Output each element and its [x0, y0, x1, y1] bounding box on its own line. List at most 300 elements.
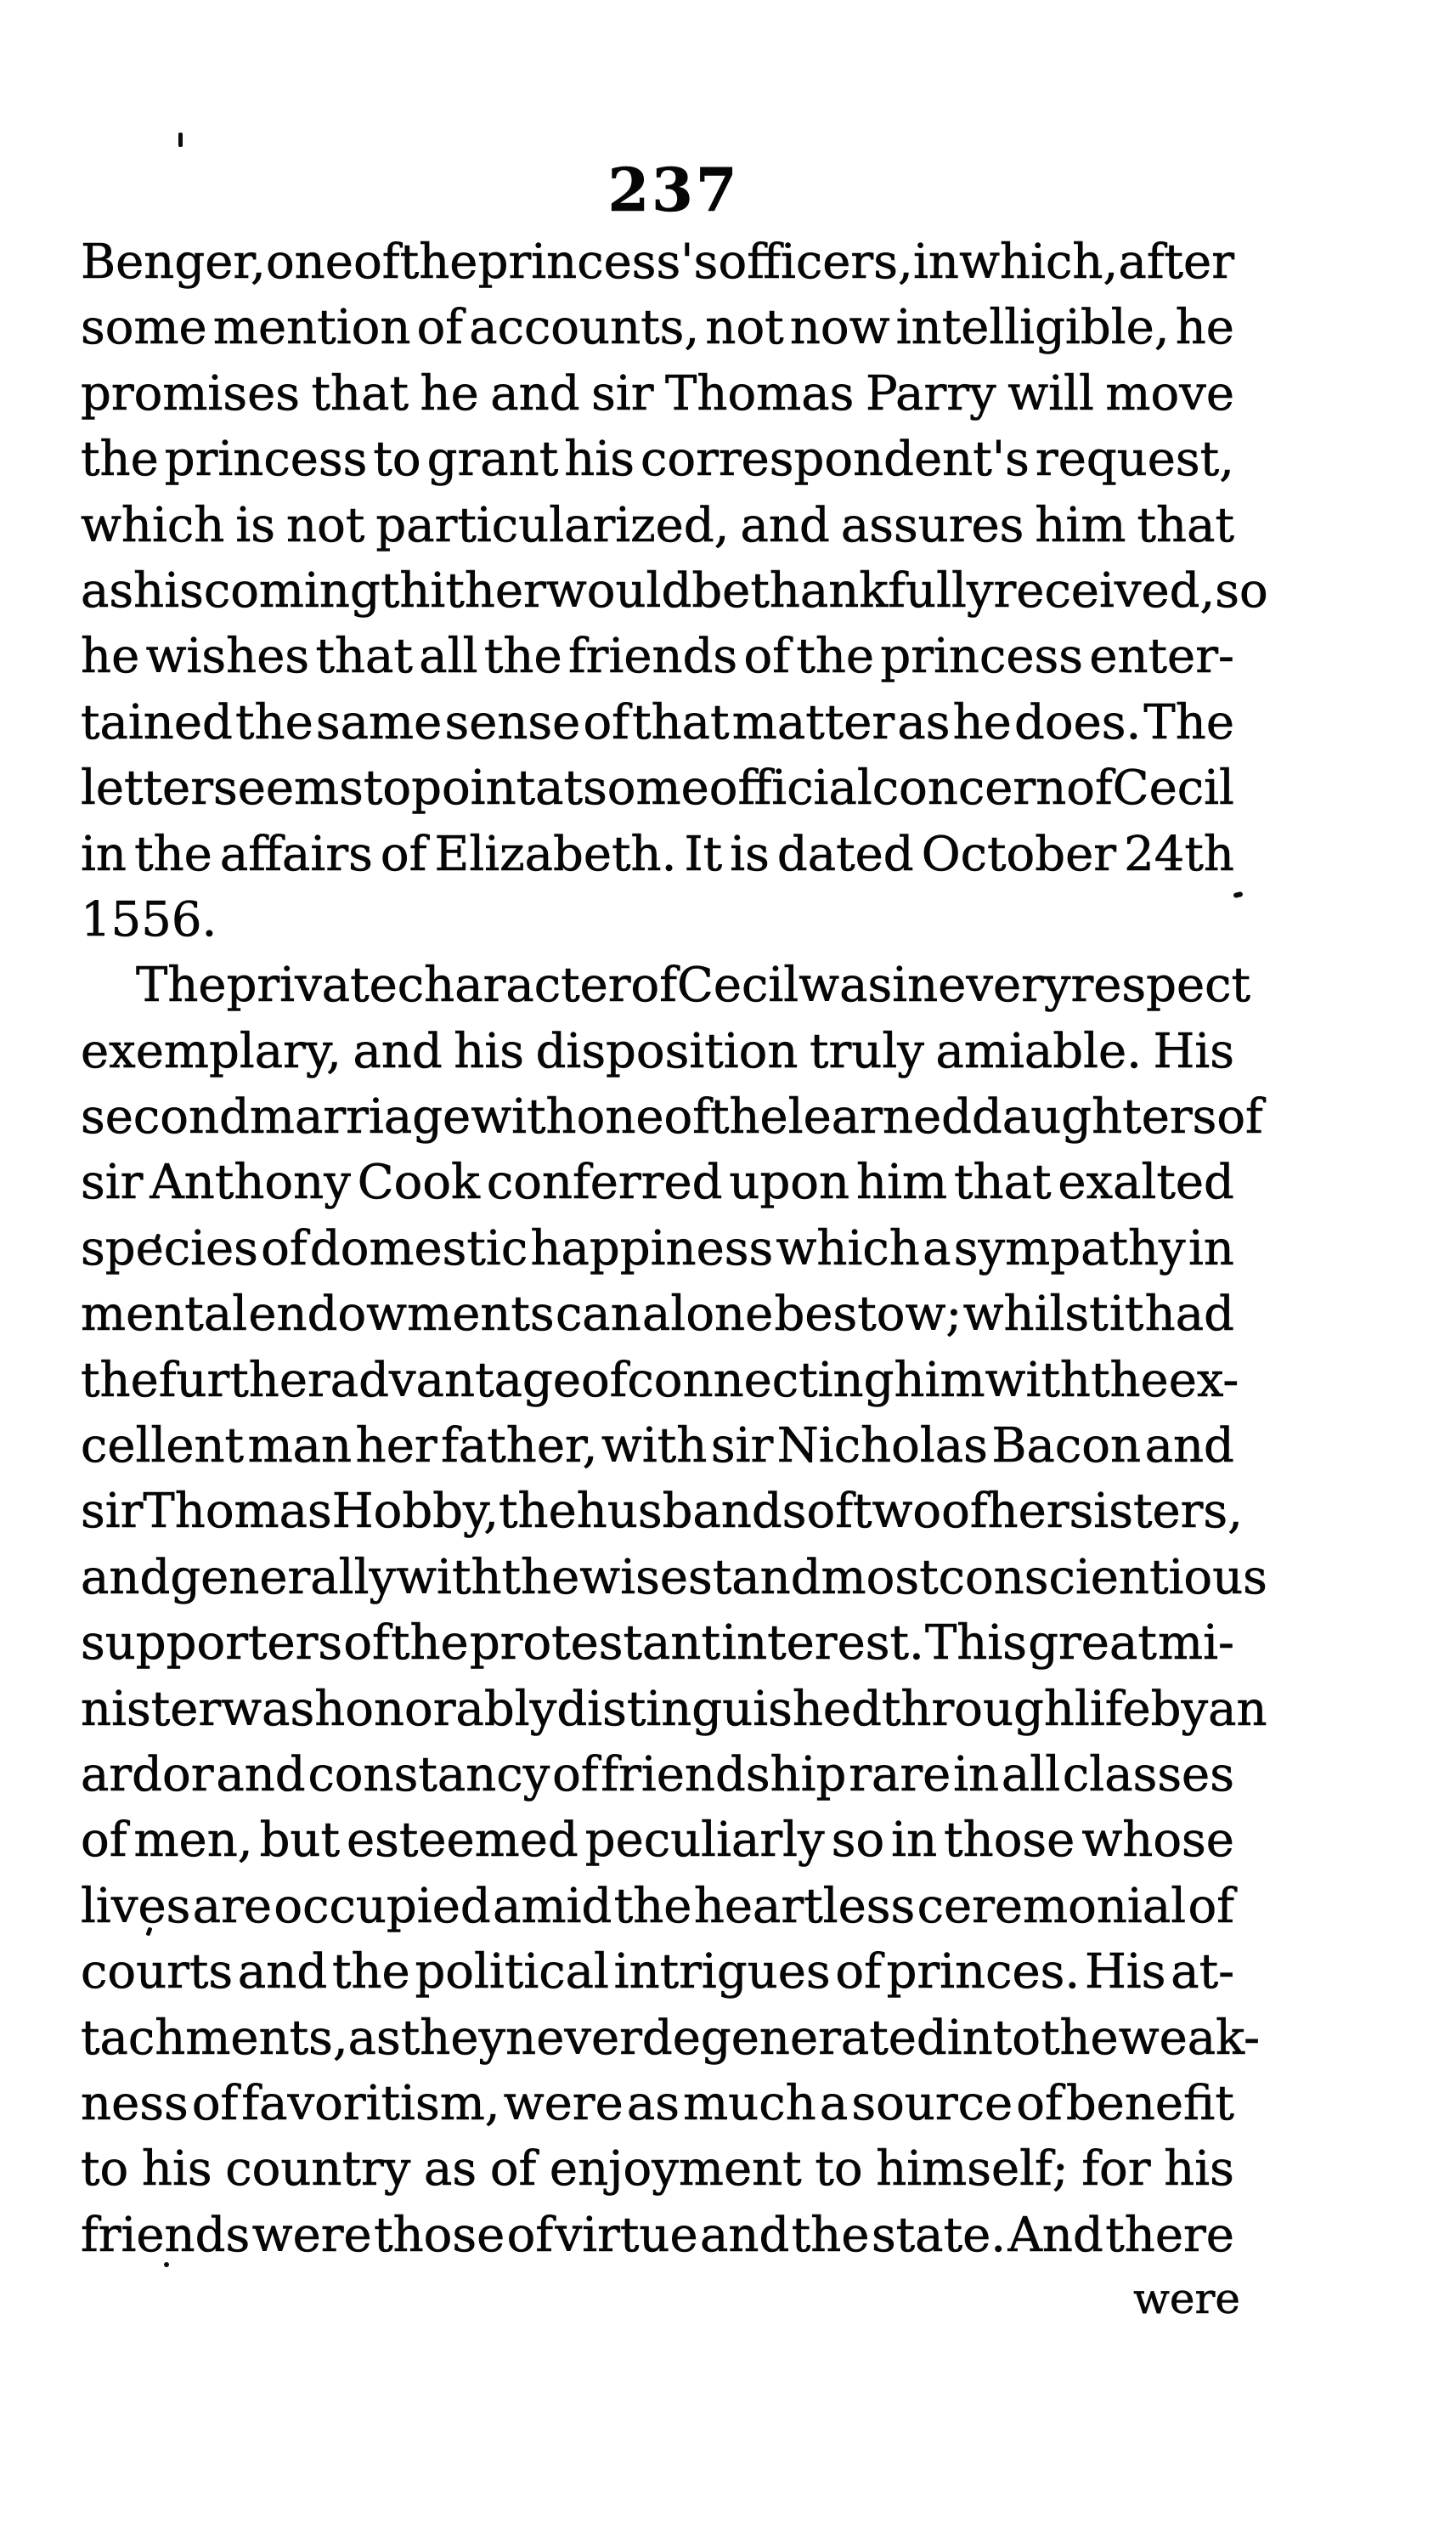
text-line: [81, 1287, 1234, 1355]
word: Cook: [357, 1155, 480, 1211]
word: of: [261, 1220, 308, 1276]
text-line: [81, 300, 1234, 369]
word: character: [397, 958, 631, 1014]
word: the: [613, 1878, 692, 1934]
word: so: [1215, 563, 1268, 619]
word: The: [136, 958, 227, 1014]
word: a: [819, 2075, 849, 2131]
word: his: [133, 563, 204, 619]
text-line: [81, 1746, 1234, 1816]
word: and: [237, 1944, 328, 2000]
text-line: [81, 1418, 1234, 1487]
text-line: [81, 629, 1234, 698]
word: truly: [810, 1023, 924, 1079]
word: Parry: [865, 365, 996, 421]
word: and: [731, 1549, 821, 1605]
word: the: [235, 694, 313, 750]
word: of: [663, 1089, 710, 1145]
word: the: [1090, 1352, 1169, 1408]
word: one: [576, 1089, 664, 1145]
word: not: [705, 300, 784, 356]
word: it: [1109, 1287, 1144, 1343]
text-line: [81, 958, 1251, 1027]
word: in: [891, 1813, 938, 1869]
word: some: [81, 300, 207, 356]
word: that: [1137, 497, 1234, 553]
word: His: [1084, 1944, 1166, 2000]
word: political: [415, 1944, 609, 2000]
word: they: [400, 2010, 506, 2066]
word: affairs: [219, 826, 373, 882]
word: ness: [81, 2075, 189, 2131]
word: sir: [710, 1418, 774, 1474]
word: country: [225, 2141, 411, 2197]
word: of: [1216, 1089, 1263, 1145]
word: lives: [81, 1878, 191, 1934]
word: in: [1188, 1220, 1234, 1276]
word: him: [1035, 497, 1126, 553]
word: peculiarly: [584, 1813, 825, 1869]
text-line: [81, 1220, 1234, 1290]
word: His: [1153, 1023, 1234, 1079]
word: coming: [203, 563, 381, 619]
word: point: [411, 761, 536, 817]
word: husbands: [576, 1484, 807, 1540]
word: enjoyment: [549, 2141, 802, 2197]
word: mention: [212, 300, 411, 356]
word: that: [632, 694, 730, 750]
word: to: [373, 432, 421, 488]
word: of: [343, 1615, 390, 1671]
word: ceremonial: [917, 1878, 1187, 1934]
word: her: [987, 1484, 1069, 1540]
word: the: [134, 826, 212, 882]
word: a: [923, 1220, 951, 1276]
word: was: [799, 958, 893, 1014]
word: in: [81, 826, 127, 882]
word: those: [374, 2207, 505, 2263]
text-line: [81, 563, 1268, 632]
word: he: [420, 365, 479, 421]
word: letter: [81, 761, 213, 817]
word: that: [315, 629, 413, 685]
text-line: [81, 1813, 1234, 1881]
word: ex-: [1168, 1352, 1239, 1408]
word: to: [815, 2141, 863, 2197]
word: all: [419, 629, 478, 685]
word: friendship: [601, 1746, 847, 1802]
word: Cecil: [676, 958, 799, 1014]
word: grant: [426, 432, 559, 488]
word: Anthony: [150, 1155, 351, 1211]
word: himself;: [876, 2141, 1069, 2197]
word: 24th: [1124, 826, 1234, 882]
word: thankfully: [750, 563, 994, 619]
ink-speck: [178, 133, 183, 147]
text-line: [81, 2207, 1234, 2277]
text-line: [81, 1155, 1234, 1224]
word: as: [347, 2010, 401, 2066]
word: in: [912, 235, 959, 290]
word: his: [1164, 2141, 1234, 2197]
text-line: [81, 694, 1234, 764]
word: move: [1105, 365, 1234, 421]
word: seems: [212, 761, 364, 817]
word: cellent: [81, 1418, 245, 1474]
word: an: [1208, 1681, 1267, 1737]
word: of: [580, 1352, 628, 1408]
word: Hobby,: [331, 1484, 499, 1540]
catchword: were: [1133, 2274, 1240, 2323]
word: whilst: [962, 1287, 1109, 1343]
word: esteemed: [346, 1813, 578, 1869]
word: of: [941, 1484, 988, 1540]
word: request,: [1035, 432, 1234, 488]
word: Thomas: [143, 1484, 332, 1540]
word: of: [583, 694, 629, 750]
word: domestic: [309, 1220, 528, 1276]
word: were: [503, 2075, 624, 2131]
word: particularized,: [375, 497, 730, 553]
word: interest.: [721, 1615, 924, 1671]
word: mi-: [1158, 1615, 1234, 1671]
word: but: [259, 1813, 340, 1869]
word: him: [856, 1155, 948, 1211]
text-line: [81, 2010, 1261, 2079]
word: source: [851, 2075, 1013, 2131]
word: respect: [1070, 958, 1251, 1014]
word: and: [1144, 1418, 1234, 1474]
text-line: [81, 2141, 1234, 2210]
word: at-: [1171, 1944, 1234, 2000]
word: princess's: [477, 235, 719, 290]
word: princess: [164, 432, 368, 488]
word: will: [1007, 365, 1094, 421]
word: is: [235, 497, 276, 553]
word: the: [1040, 2010, 1119, 2066]
text-line: [81, 497, 1234, 567]
word: sir: [81, 1155, 144, 1211]
word: to: [363, 761, 412, 817]
word: in: [892, 958, 939, 1014]
word: further: [158, 1352, 330, 1408]
word: mental: [81, 1287, 248, 1343]
word: of: [380, 826, 427, 882]
word: generally: [170, 1549, 397, 1605]
word: October: [921, 826, 1116, 882]
word: disposition: [535, 1023, 799, 1079]
word: amiable.: [935, 1023, 1142, 1079]
word: honorably: [314, 1681, 557, 1737]
text-line: [81, 761, 1234, 829]
word: Benger,: [81, 235, 266, 290]
word: which: [81, 497, 225, 553]
word: the: [399, 235, 478, 290]
word: promises: [81, 365, 300, 421]
word: of: [489, 2141, 537, 2197]
text-line: [81, 1023, 1234, 1093]
word: official: [708, 761, 872, 817]
text-line: [81, 1484, 1243, 1553]
word: alone: [642, 1287, 774, 1343]
word: of: [806, 1484, 853, 1540]
word: favoritism,: [241, 2075, 500, 2131]
word: had: [1144, 1287, 1234, 1343]
word: Elizabeth.: [434, 826, 677, 882]
word: which,: [959, 235, 1119, 290]
text-line: [81, 365, 1234, 435]
word: officers,: [718, 235, 913, 290]
word: Bacon: [991, 1418, 1142, 1474]
word: does.: [1014, 694, 1142, 750]
word: he: [1175, 300, 1234, 356]
word: connecting: [627, 1352, 894, 1408]
word: as: [424, 2141, 477, 2197]
word: and: [353, 1023, 443, 1079]
word: And: [1007, 2207, 1103, 2263]
word: man: [247, 1418, 353, 1474]
word: those: [944, 1813, 1075, 1869]
word: friends: [567, 629, 738, 685]
word: accounts,: [469, 300, 700, 356]
word: exalted: [1058, 1155, 1234, 1211]
word: and: [740, 497, 830, 553]
text-line: [81, 1944, 1234, 2013]
word: every: [938, 958, 1071, 1014]
word: the: [709, 1089, 788, 1145]
word: thither: [380, 563, 546, 619]
word: of: [743, 629, 790, 685]
word: distinguished: [556, 1681, 882, 1737]
word: of: [1016, 2075, 1063, 2131]
word: exemplary,: [81, 1023, 341, 1079]
text-line: [81, 826, 1234, 896]
word: and: [216, 1746, 306, 1802]
word: men,: [133, 1813, 253, 1869]
word: great: [1028, 1615, 1157, 1671]
word: second: [81, 1089, 250, 1145]
word: wishes: [145, 629, 310, 685]
word: supporters: [81, 1615, 343, 1671]
word: protestant: [469, 1615, 721, 1671]
word: degenerated: [641, 2010, 947, 2066]
word: which: [776, 1220, 920, 1276]
word: as: [626, 2075, 680, 2131]
word: of: [1066, 761, 1113, 817]
word: and: [81, 1549, 171, 1605]
word: upon: [729, 1155, 850, 1211]
word: same: [315, 694, 443, 750]
word: of: [835, 1944, 882, 2000]
word: the: [81, 1352, 159, 1408]
text-block: [81, 235, 1268, 2277]
word: the: [390, 1615, 469, 1671]
word: learned: [787, 1089, 972, 1145]
word: the: [499, 1484, 577, 1540]
word: intrigues: [613, 1944, 831, 2000]
word: so: [831, 1813, 885, 1869]
word: intelligible,: [895, 300, 1170, 356]
word: daughters: [971, 1089, 1217, 1145]
word: one: [265, 235, 353, 290]
word: species: [81, 1220, 258, 1276]
word: received,: [993, 563, 1216, 619]
word: to: [81, 2141, 129, 2197]
word: advantage: [330, 1352, 581, 1408]
word: heartless: [693, 1878, 916, 1934]
word: sir: [81, 1484, 144, 1540]
word: of: [506, 2207, 554, 2263]
word: private: [226, 958, 398, 1014]
word: sir: [591, 365, 654, 421]
word: of: [630, 958, 677, 1014]
word: ardor: [81, 1746, 214, 1802]
word: his: [564, 432, 635, 488]
word: endowments: [248, 1287, 555, 1343]
word: Nicholas: [776, 1418, 988, 1474]
word: he: [952, 694, 1012, 750]
word: into: [946, 2010, 1041, 2066]
word: much: [683, 2075, 816, 2131]
word: her: [355, 1418, 437, 1474]
word: virtue: [555, 2207, 698, 2263]
word: most: [821, 1549, 939, 1605]
word: with: [396, 1549, 502, 1605]
word: tained: [81, 694, 233, 750]
word: weak-: [1118, 2010, 1261, 2066]
word: Cecil: [1112, 761, 1234, 817]
word: happiness: [530, 1220, 774, 1276]
word: the: [81, 432, 159, 488]
word: with: [601, 1418, 708, 1474]
word: tachments,: [81, 2010, 348, 2066]
word: his: [141, 2141, 212, 2197]
word: him: [894, 1352, 985, 1408]
word: This: [924, 1615, 1028, 1671]
word: the: [791, 2207, 870, 2263]
word: were: [251, 2207, 372, 2263]
word: enter-: [1089, 629, 1234, 685]
word: his: [454, 1023, 525, 1079]
word: the: [796, 629, 875, 685]
word: the: [483, 629, 562, 685]
word: not: [286, 497, 365, 553]
word: life: [1074, 1681, 1151, 1737]
word: It: [684, 826, 723, 882]
word: constancy: [308, 1746, 550, 1802]
word: Thomas: [665, 365, 855, 421]
word: of: [191, 2075, 239, 2131]
text-line: [81, 1615, 1234, 1684]
word: be: [691, 563, 751, 619]
word: is: [730, 826, 770, 882]
word: whose: [1081, 1813, 1234, 1869]
word: through: [881, 1681, 1075, 1737]
word: as: [897, 694, 951, 750]
word: correspondent's: [641, 432, 1030, 488]
text-line: [81, 1352, 1239, 1422]
word: friends: [81, 2207, 251, 2263]
word: nister: [81, 1681, 222, 1737]
word: of: [416, 300, 464, 356]
text-line: [81, 1681, 1267, 1751]
word: that: [954, 1155, 1052, 1211]
word: all: [1001, 1746, 1061, 1802]
word: he: [81, 629, 140, 685]
word: after: [1118, 235, 1234, 290]
word: princes.: [886, 1944, 1081, 2000]
word: conferred: [486, 1155, 723, 1211]
word: rare: [849, 1746, 951, 1802]
word: occupied: [274, 1878, 491, 1934]
word: The: [1143, 694, 1234, 750]
word: with: [471, 1089, 577, 1145]
word: father,: [441, 1418, 598, 1474]
word: sense: [444, 694, 581, 750]
text-line: [81, 432, 1234, 501]
word: never: [505, 2010, 642, 2066]
word: sisters,: [1069, 1484, 1243, 1540]
word: of: [1188, 1878, 1234, 1934]
word: amid: [493, 1878, 612, 1934]
word: that: [311, 365, 409, 421]
word: benefit: [1065, 2075, 1234, 2131]
word: of: [552, 1746, 599, 1802]
word: and: [700, 2207, 790, 2263]
text-line: [81, 235, 1234, 303]
word: in: [953, 1746, 1000, 1802]
word: would: [545, 563, 692, 619]
word: marriage: [249, 1089, 471, 1145]
word: was: [221, 1681, 315, 1737]
word: are: [192, 1878, 273, 1934]
word: courts: [81, 1944, 234, 2000]
word: 1556.: [81, 891, 217, 947]
word: classes: [1062, 1746, 1234, 1802]
word: for: [1081, 2141, 1151, 2197]
word: at: [535, 761, 584, 817]
word: state.: [871, 2207, 1007, 2263]
text-line: [81, 1549, 1267, 1619]
word: of: [81, 1813, 127, 1869]
text-line: [81, 891, 1234, 961]
page-number: 237: [607, 155, 740, 225]
text-line: [81, 1089, 1263, 1158]
word: with: [985, 1352, 1091, 1408]
word: and: [490, 365, 580, 421]
word: dated: [776, 826, 914, 882]
word: of: [353, 235, 400, 290]
ink-speck: [1233, 891, 1243, 898]
word: wisest: [579, 1549, 732, 1605]
word: can: [555, 1287, 641, 1343]
word: princess: [880, 629, 1083, 685]
word: the: [331, 1944, 410, 2000]
word: assures: [840, 497, 1024, 553]
word: matter: [731, 694, 895, 750]
word: by: [1150, 1681, 1209, 1737]
word: sympathy: [953, 1220, 1186, 1276]
word: now: [789, 300, 890, 356]
word: some: [583, 761, 709, 817]
text-line: [81, 1878, 1234, 1948]
word: there: [1105, 2207, 1234, 2263]
word: as: [81, 563, 134, 619]
word: concern: [872, 761, 1067, 817]
text-line: [81, 2075, 1234, 2145]
word: conscientious: [938, 1549, 1267, 1605]
word: the: [501, 1549, 580, 1605]
